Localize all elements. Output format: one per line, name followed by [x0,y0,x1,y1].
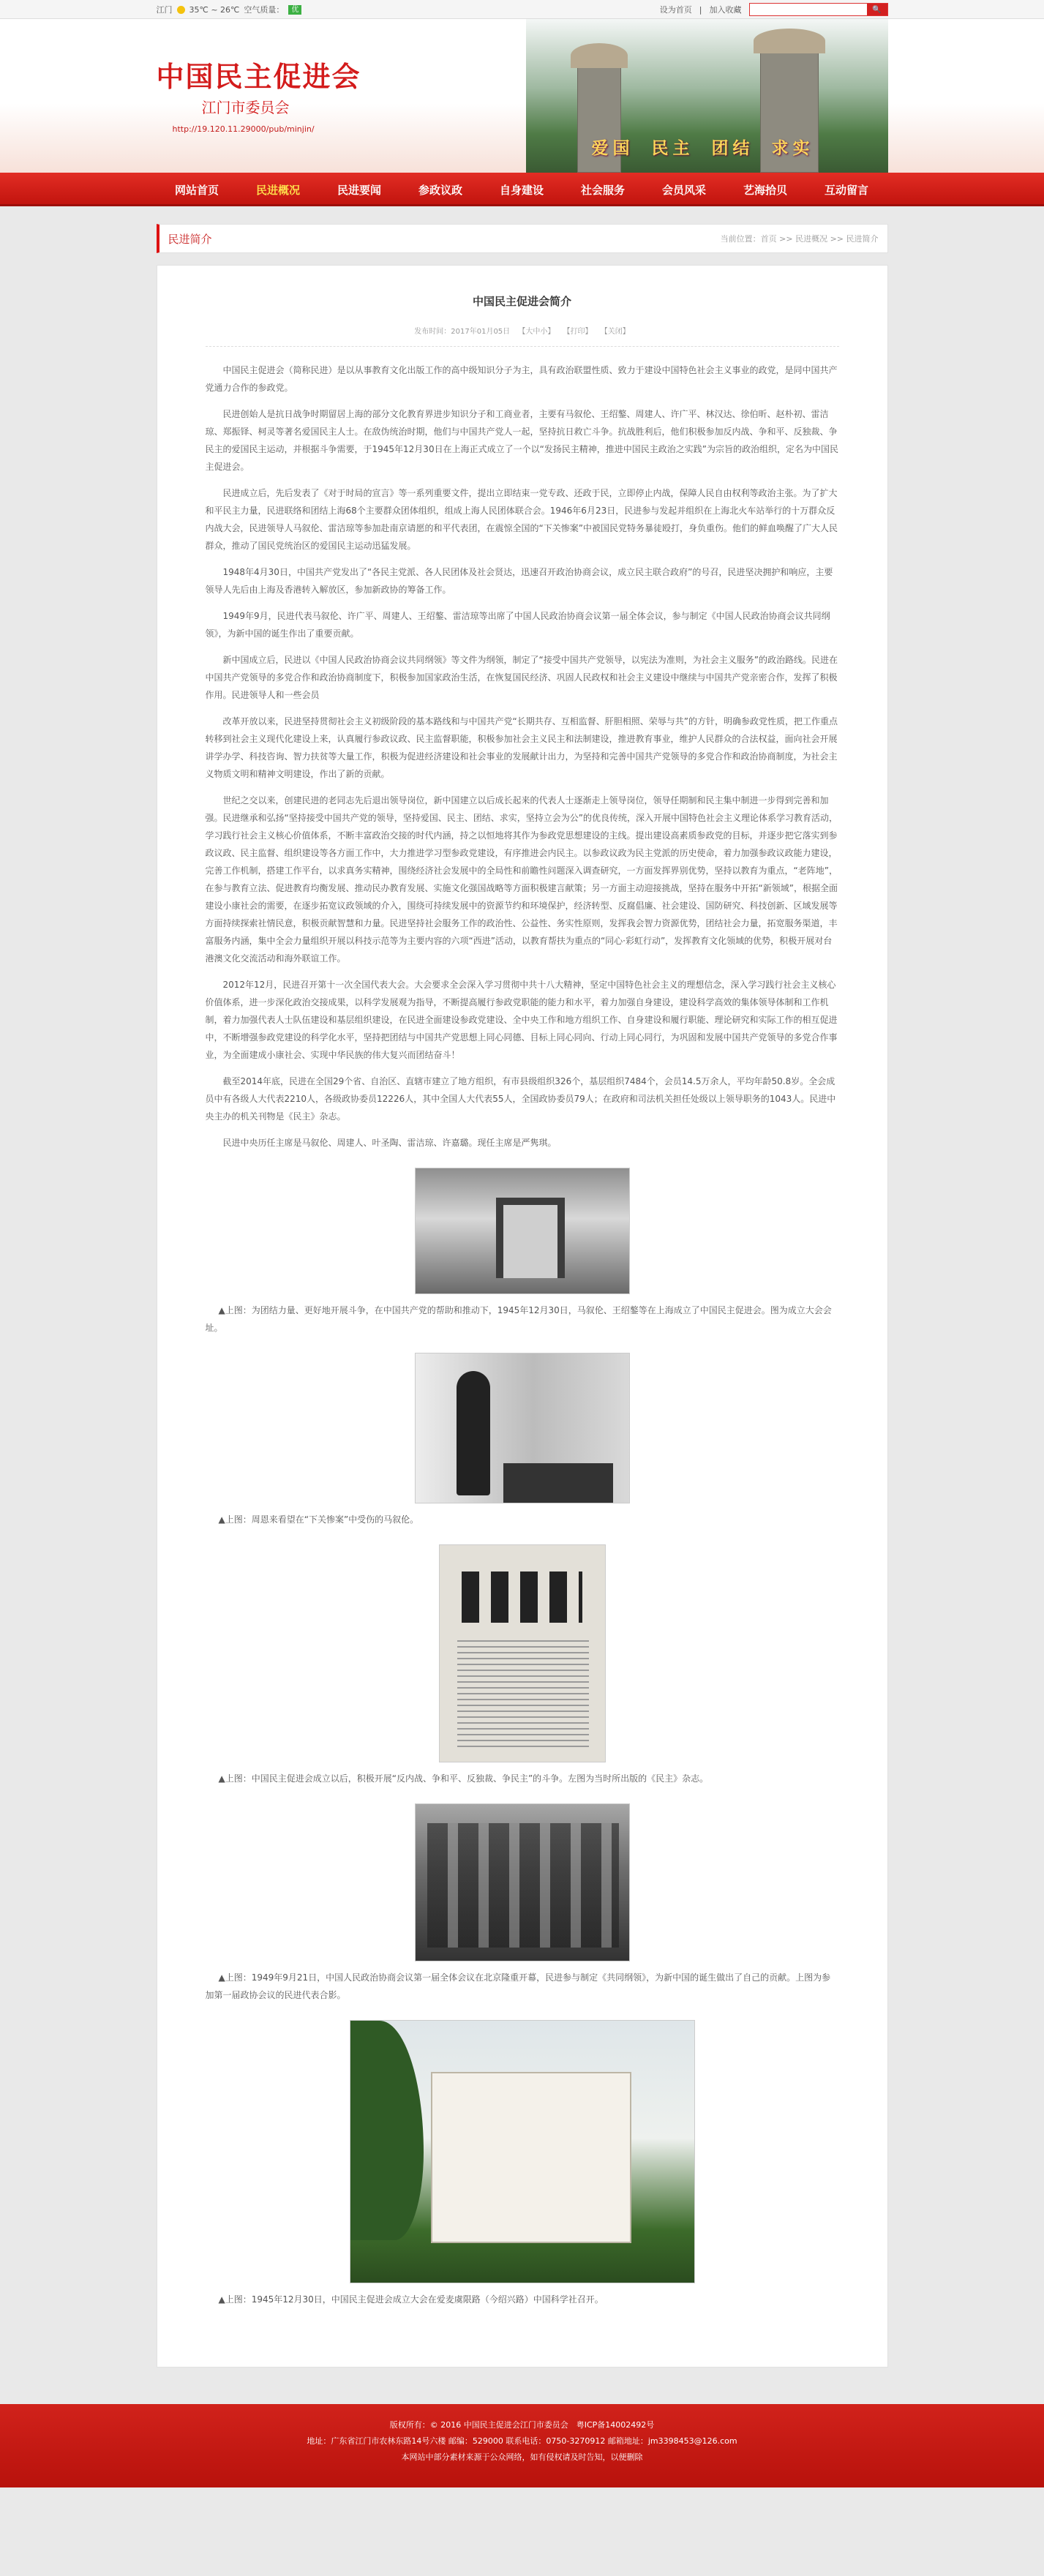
disclaimer: 本网站中部分素材来源于公众网络，如有侵权请及时告知，以便删除 [401,2452,643,2462]
city-label: 江门 [156,5,173,15]
section-title: 民进简介 [168,232,212,246]
nav-members[interactable]: 会员风采 [661,183,706,197]
air-quality-badge: 优 [288,5,301,15]
main-content [157,206,888,2404]
header-banner-image [526,19,888,173]
top-bar: 江门 35℃ ~ 26℃ 空气质量： 优 设为首页 | 加入收藏 🔍 [0,0,1044,19]
nav-news[interactable]: 民进要闻 [337,183,381,197]
font-size-toggle[interactable]: 【大中小】 [518,328,555,336]
slogan-word: 求实 [771,139,814,158]
slogan-word: 民主 [651,139,694,158]
breadcrumb-location[interactable]: 当前位置：首页 >> 民进概况 >> 民进简介 [720,234,879,244]
sun-icon [177,6,185,14]
close-link[interactable]: 【关闭】 [600,328,630,336]
search-input[interactable] [750,4,867,15]
air-quality-label: 空气质量： [244,5,285,15]
science-society-building-photo [350,2020,695,2283]
photo-caption: ▲上图：周恩来看望在“下关惨案”中受伤的马叙伦。 [218,1514,419,1525]
site-url: http://19.120.11.29000/pub/minjin/ [172,124,315,134]
search-box [749,3,888,16]
nav-home[interactable]: 网站首页 [174,183,219,197]
logo-subtitle: 江门市委员会 [201,99,290,116]
nav-messages[interactable]: 互动留言 [824,183,868,197]
publish-date: 发布时间：2017年01月05日 [414,328,511,336]
nav-overview[interactable]: 民进概况 [255,183,300,197]
copyright: 版权所有：© 2016 中国民主促进会江门市委员会 粤ICP备14002492号 [389,2420,655,2430]
paragraph: 民进中央历任主席是马叙伦、周建人、叶圣陶、雷洁琼、许嘉璐。现任主席是严隽琪。 [222,1138,557,1148]
photo-caption: ▲上图：1945年12月30日，中国民主促进会成立大会在爱麦虞限路（今绍兴路）中国科学社召开。 [218,2294,604,2305]
paragraph: 截至2014年底，民进在全国29个省、自治区、直辖市建立了地方组织，有市县级组织326个，基层组织7484个，会员14.5万余人，平均年龄50.8岁。全会成员中有各级人大代表2210人，各级政协委员12226人，其中全国人大代表55人，全国政协委员79人；在政府和司法机关担任处级以上领导职务的1043人。民进中央主办的机关刊物是《民主》杂志。 [205,1076,836,1122]
slogan-word: 爱国 [591,139,634,158]
footer [0,2404,1044,2487]
paragraph: 改革开放以来，民进坚持贯彻社会主义初级阶段的基本路线和与中国共产党“长期共存、互相监督、肝胆相照、荣辱与共”的方针，明确参政党性质，把工作重点转移到社会主义现代化建设上来，认真履行参政议政、民主监督职能，积极参加社会主义民主和法制建设，推进教育事业，维护人民群众的合法权益，面向社会开展讲学办学、科技咨询、智力扶贫等大量工作，积极为促进经济建设和社会事业的发展献计出力，为坚持和完善中国共产党领导的多党合作和政治协商制度，为社会主义物质文明和精神文明建设，作出了新的贡献。 [205,716,838,779]
paragraph: 世纪之交以来，创建民进的老同志先后退出领导岗位，新中国建立以后成长起来的代表人士逐渐走上领导岗位，领导任期制和民主集中制进一步得到完善和加强。民进继承和弘扬“坚持接受中国共产党的领导，坚持爱国、民主、团结、求实，坚持立会为公”的优良传统，深入开展中国特色社会主义理论体系学习教育活动，学习践行社会主义核心价值体系，不断丰富政治交接的时代内涵，持之以恒地将其作为参政党思想建设的主线。提出建设高素质参政党的目标，并逐步把它落实到参政议政、民主监督、组织建设等各方面工作中，大力推进学习型参政党建设，有序推进会内民主。以参政议政为民主党派的历史使命，着力加强参政议政能力建设，完善工作机制，搭建工作平台，以求真务实精神，围绕经济社会发展中的全局性和前瞻性问题深入调查研究，一方面发挥界别优势，坚持以教育为重点，“老阵地”，在参与教育立法、促进教育均衡发展、推动民办教育发展、实施文化强国战略等方面积极建言献策；另一方面主动迎接挑战，坚持在服务中开拓“新领域”，根据全面建设小康社会的需要，在逐步拓宽议政领域的介入，围绕可持续发展中的资源节约和环境保护，经济转型、反腐倡廉、社会建设、国防研究、科技创新、区域发展等方面持续探索社情民意，积极贡献智慧和力量。民进坚持社会服务工作的政治性、公益性、务实性原则，发挥我会智力资源优势，团结社会力量，拓宽服务渠道，丰富服务内涵，集中全会力量组织开展以科技示范等为主要内容的六项“西进”活动，以教育帮扶为重点的“同心·彩虹行动”，发挥教育文化领域的优势，积极开展对台港澳文化交流活动和海外联谊工作。 [205,795,838,964]
nav-self-building[interactable]: 自身建设 [499,183,544,197]
paragraph: 1948年4月30日，中国共产党发出了“各民主党派、各人民团体及社会贤达，迅速召开政治协商会议，成立民主联合政府”的号召，民进坚决拥护和响应，主要领导人先后由上海及香港转入解放区，参加新政协的筹备工作。 [205,567,833,595]
header [0,19,1044,173]
paragraph: 民进成立后，先后发表了《对于时局的宣言》等一系列重要文件，提出立即结束一党专政、还政于民，立即停止内战，保障人民自由权利等政治主张。为了扩大和平民主力量，民进联络和团结上海68个主要群众团体组织，组成上海人民团体联合会。1946年6月23日，民进参与发起并组织在上海北火车站举行的十万群众反内战大会，民进领导人马叙伦、雷洁琼等参加赴南京请愿的和平代表团，在震惊全国的“下关惨案”中被国民党特务暴徒殴打，身负重伤。他们的鲜血唤醒了广大人民群众，推动了国民党统治区的爱国民主运动迅猛发展。 [205,488,838,551]
slogan-word: 团结 [711,139,754,158]
founding-site-photo [415,1168,630,1294]
print-link[interactable]: 【打印】 [563,328,593,336]
add-favorite-link[interactable]: 加入收藏 [709,5,742,15]
paragraph: 民进创始人是抗日战争时期留居上海的部分文化教育界进步知识分子和工商业者，主要有马叙伦、王绍鏊、周建人、许广平、林汉达、徐伯昕、赵朴初、雷洁琼、郑振铎、柯灵等著名爱国民主人士。在敌伪统治时期，他们与中国共产党人一起，坚持抗日救亡斗争。抗战胜利后，他们积极参加反内战、争和平、反独裁、争民主的爱国民主运动，并根据斗争需要，于1945年12月30日在上海正式成立了一个以“发扬民主精神，推进中国民主政治之实践”为宗旨的政治组织，定名为中国民主促进会。 [205,409,839,472]
article [157,265,888,2367]
contact-info: 地址：广东省江门市农林东路14号六楼 邮编：529000 联系电话：0750-3270912 邮箱地址：jm3398453@126.com [307,2436,737,2446]
banner-slogan [592,135,832,159]
photo-caption: ▲上图：中国民主促进会成立以后，积极开展“反内战、争和平、反独裁、争民主”的斗争。左图为当时所出版的《民主》杂志。 [218,1773,709,1784]
weather-widget [157,4,302,15]
zhou-enlai-visit-photo [415,1353,630,1503]
article-meta [206,325,839,347]
logo-title: 中国民主促进会 [156,60,361,93]
photo-caption: ▲上图：1949年9月21日，中国人民政治协商会议第一届全体会议在北京隆重开幕，民进参与制定《共同纲领》，为新中国的诞生做出了自己的贡献。上图为参加第一届政协会议的民进代表合影。 [205,1972,831,2000]
paragraph: 1949年9月，民进代表马叙伦、许广平、周建人、王绍鏊、雷洁琼等出席了中国人民政治协商会议第一届全体会议，参与制定《中国人民政治协商会议共同纲领》，为新中国的诞生作出了重要贡献。 [205,611,830,639]
set-home-link[interactable]: 设为首页 [659,5,692,15]
cppcc-delegates-photo [415,1803,630,1961]
temperature: 35℃ ~ 26℃ [189,4,240,15]
nav-social-service[interactable]: 社会服务 [580,183,625,197]
minzhu-magazine-photo [439,1544,606,1762]
paragraph: 2012年12月，民进召开第十一次全国代表大会。大会要求全会深入学习贯彻中共十八大精神，坚定中国特色社会主义的理想信念，深入学习践行社会主义核心价值体系，进一步深化政治交接成果，以科学发展观为指导，不断提高履行参政党职能的能力和水平，着力加强自身建设，建设科学高效的集体领导体制和工作机制，着力加强代表人士队伍建设和基层组织建设，在民进全面建设参政党建设、全中央工作和地方组织工作、自身建设和履行职能、理论研究和实际工作的相互促进中，不断增强参政党建设的科学化水平，坚持把团结与中国共产党思想上同心同德、目标上同心同向、行动上同心同行，为巩固和发展中国共产党领导的多党合作事业，为全面建成小康社会、实现中华民族的伟大复兴而团结奋斗！ [205,980,838,1060]
main-nav [0,173,1044,206]
article-title: 中国民主促进会简介 [472,295,571,308]
paragraph: 中国民主促进会（简称民进）是以从事教育文化出版工作的高中级知识分子为主，具有政治联盟性质、致力于建设中国特色社会主义事业的政党，是同中国共产党通力合作的参政党。 [205,365,838,393]
article-body [206,361,839,2308]
photo-caption: ▲上图：为团结力量、更好地开展斗争，在中国共产党的帮助和推动下，1945年12月30日，马叙伦、王绍鏊等在上海成立了中国民主促进会。图为成立大会会址。 [205,1305,832,1333]
paragraph: 新中国成立后，民进以《中国人民政治协商会议共同纲领》等文件为纲领，制定了“接受中国共产党领导，以宪法为准则，为社会主义服务”的政治路线。民进在中国共产党领导的多党合作和政治协商制度下，积极参加国家政治生活，在恢复国民经济、巩固人民政权和社会主义建设中继续与中国共产党亲密合作，发挥了积极作用。民进领导人和一些会员 [205,655,838,700]
search-button[interactable]: 🔍 [867,4,887,15]
breadcrumb [157,224,888,253]
site-logo[interactable] [157,54,376,134]
nav-arts[interactable]: 艺海拾贝 [743,183,787,197]
nav-politics[interactable]: 参政议政 [418,183,462,197]
